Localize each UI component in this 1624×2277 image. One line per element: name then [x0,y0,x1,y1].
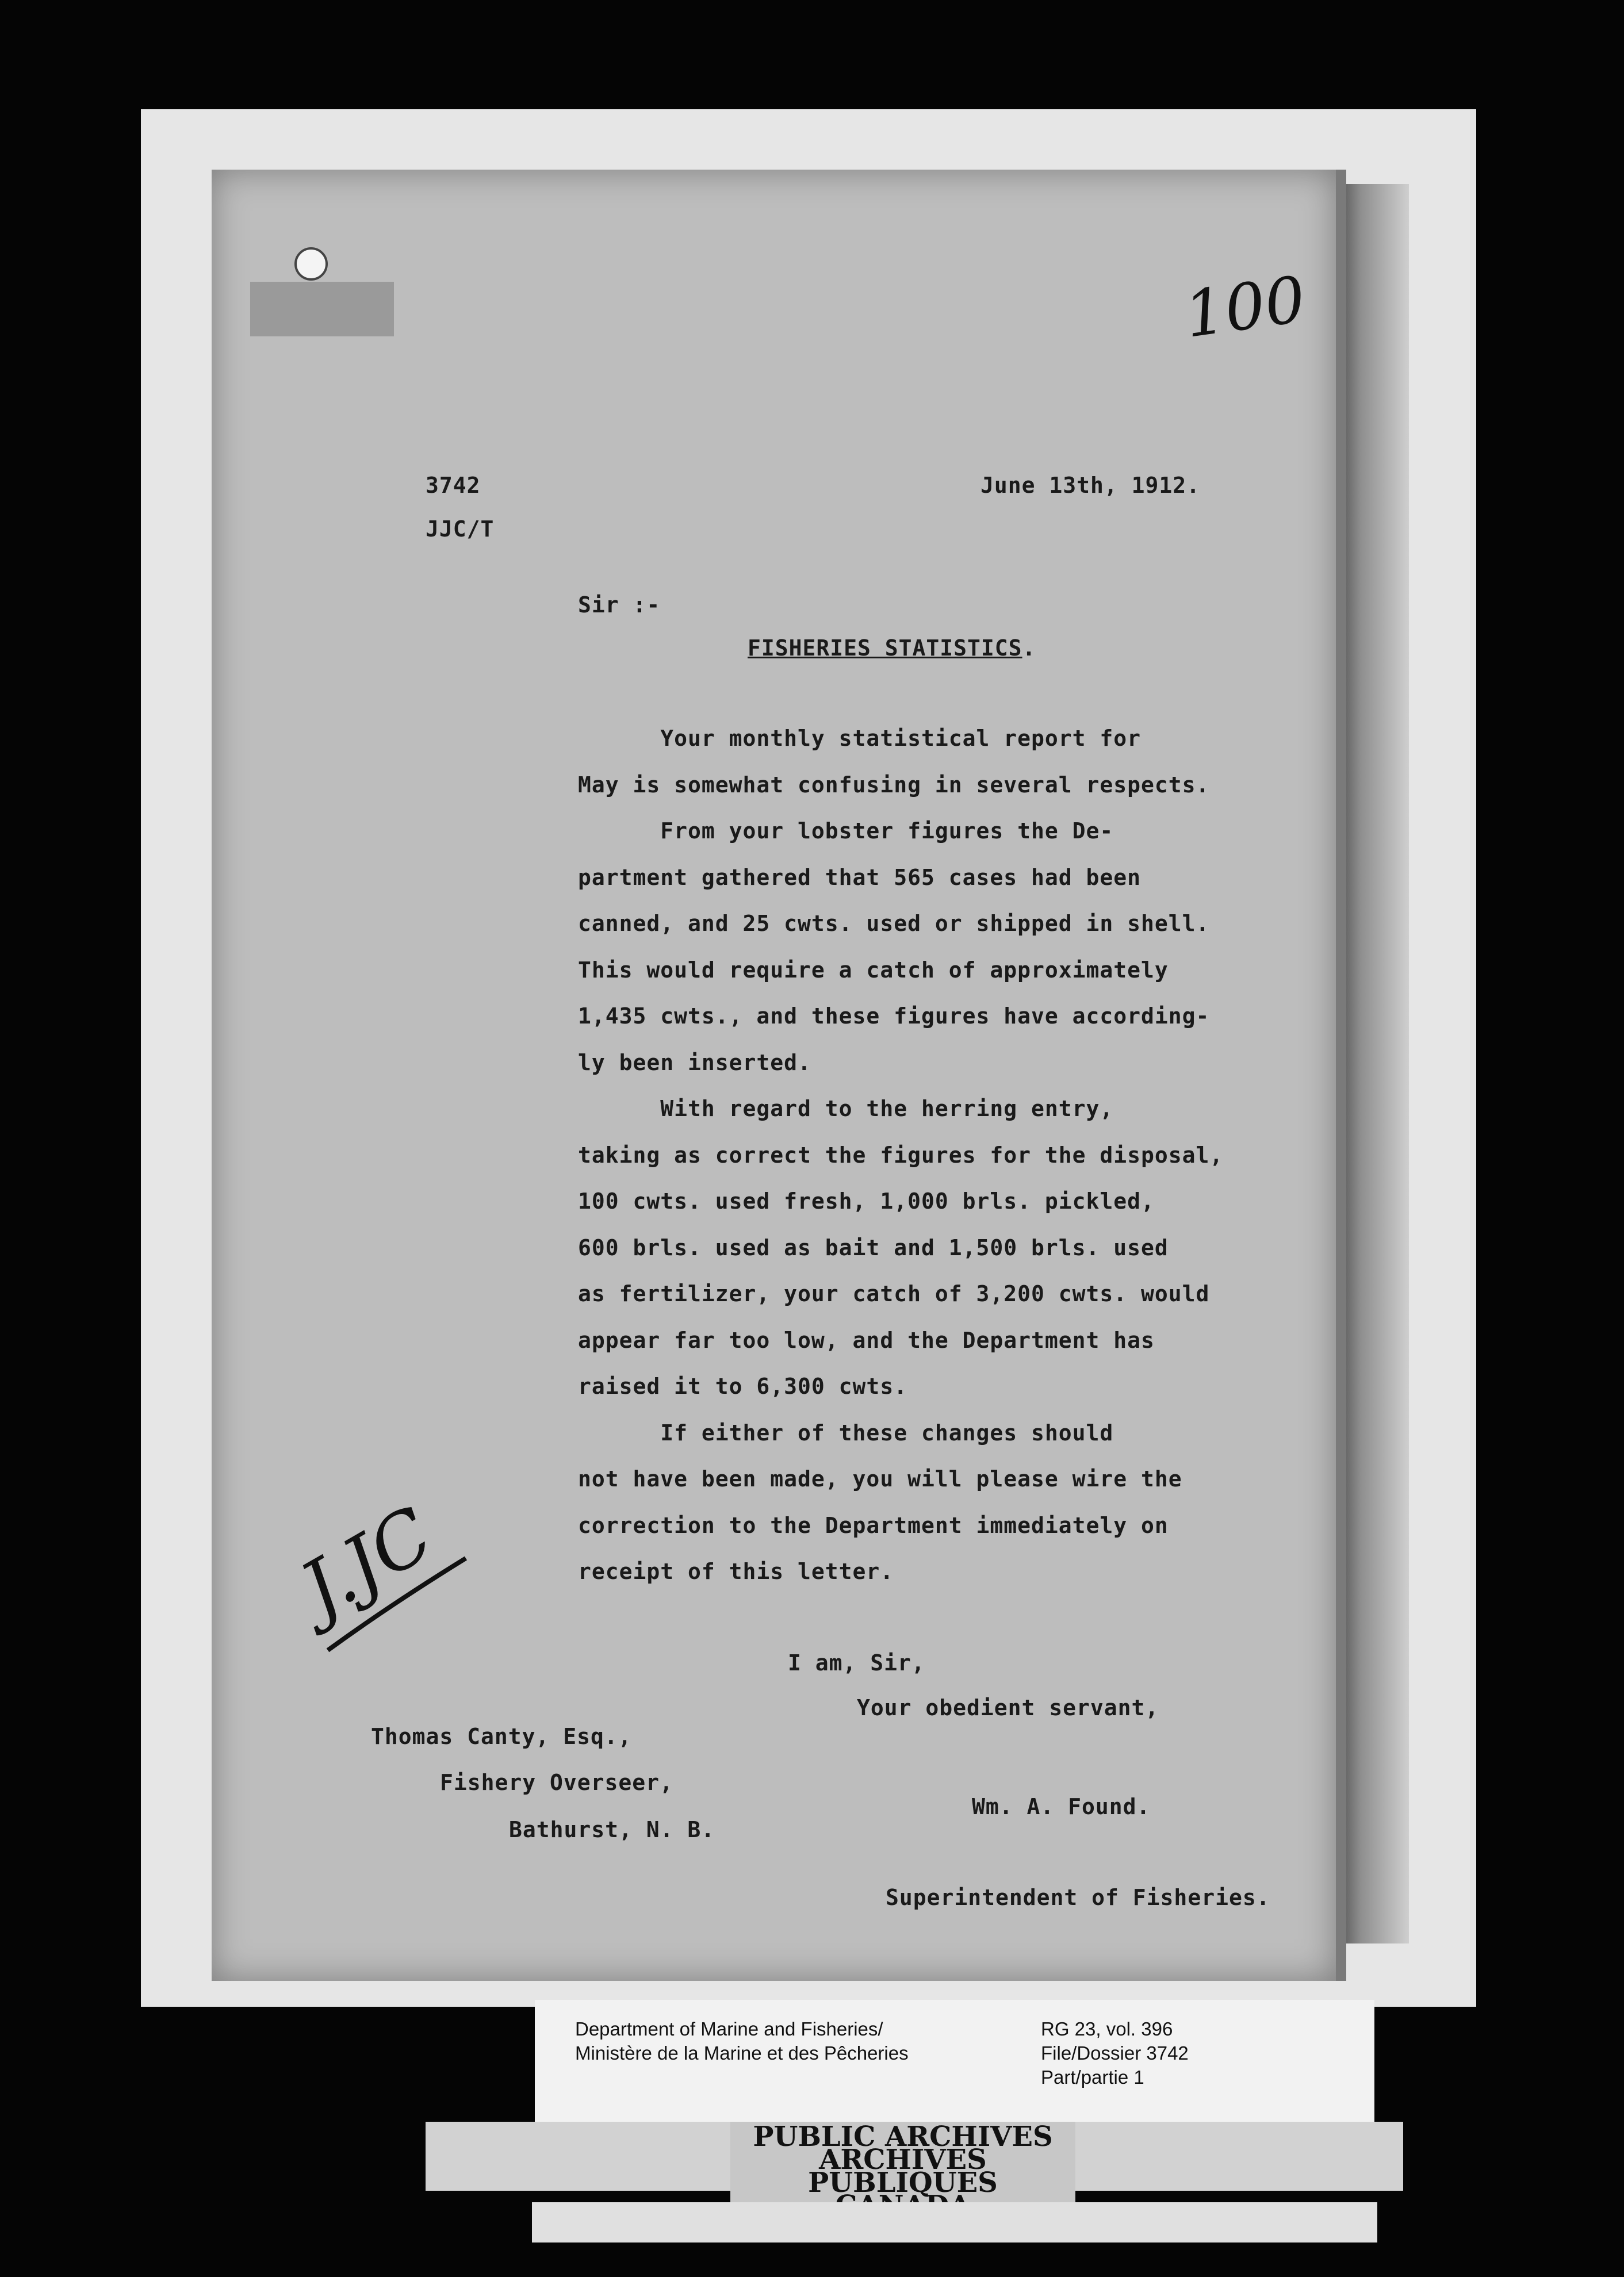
body-line: May is somewhat confusing in several respects. [578,772,1210,798]
archive-label [535,2000,1374,2123]
page-shadow [1328,184,1409,1943]
label-record-group: RG 23, vol. 396 [1041,2018,1173,2040]
signature-name: Wm. A. Found. [972,1794,1151,1819]
recipient-location: Bathurst, N. B. [509,1817,715,1842]
stamp-line-1: PUBLIC ARCHIVES [753,2121,1053,2153]
body-line: With regard to the herring entry, [578,1096,1114,1121]
faded-stamp [250,282,394,336]
body-line: 1,435 cwts., and these figures have according- [578,1003,1210,1029]
body-line: canned, and 25 cwts. used or shipped in shell. [578,911,1210,936]
body-line: If either of these changes should [578,1420,1114,1446]
letter-title-period: . [1022,635,1036,661]
handwritten-initials: J.JC [286,1490,447,1634]
handwritten-page-number: 100 [1180,262,1310,352]
body-line: receipt of this letter. [578,1559,894,1584]
body-line: From your lobster figures the De- [578,818,1114,844]
body-line: 600 brls. used as bait and 1,500 brls. used [578,1235,1169,1260]
letter-title-wrap [748,635,1036,661]
letter-title: FISHERIES STATISTICS [748,635,1022,661]
label-department-en: Department of Marine and Fisheries/ [575,2018,883,2040]
file-number: 3742 [426,473,481,498]
closing-line-1: I am, Sir, [788,1650,925,1676]
body-line: raised it to 6,300 cwts. [578,1374,908,1399]
recipient-role: Fishery Overseer, [440,1770,673,1795]
label-right [1041,2017,1189,2090]
label-left [575,2017,909,2065]
body-line: Your monthly statistical report for [578,726,1141,751]
signature-title: Superintendent of Fisheries. [886,1885,1270,1910]
lower-strip [532,2202,1377,2242]
body-line: not have been made, you will please wire the [578,1466,1182,1492]
body-line: partment gathered that 565 cases had been [578,865,1141,890]
body-line: ly been inserted. [578,1050,811,1075]
body-line: 100 cwts. used fresh, 1,000 brls. pickled, [578,1189,1155,1214]
punch-hole [294,247,328,281]
body-line: correction to the Department immediately on [578,1513,1169,1538]
label-part: Part/partie 1 [1041,2067,1144,2088]
body-line: appear far too low, and the Department has [578,1328,1155,1353]
closing-line-2: Your obedient servant, [857,1695,1159,1720]
body-line: as fertilizer, your catch of 3,200 cwts. would [578,1281,1210,1306]
recipient-name: Thomas Canty, Esq., [371,1724,632,1749]
handwritten-underline [322,1552,472,1656]
typist-initials: JJC/T [426,516,495,542]
stamp-line-2: ARCHIVES PUBLIQUES [808,2144,998,2199]
letter-page [212,170,1336,1981]
body-line: This would require a catch of approximately [578,957,1169,983]
body-line: taking as correct the figures for the disposal, [578,1143,1224,1168]
letter-date: June 13th, 1912. [980,473,1201,498]
archive-stamp [730,2122,1075,2206]
salutation: Sir :- [578,592,661,618]
label-file: File/Dossier 3742 [1041,2042,1189,2064]
label-department-fr: Ministère de la Marine et des Pêcheries [575,2042,909,2064]
